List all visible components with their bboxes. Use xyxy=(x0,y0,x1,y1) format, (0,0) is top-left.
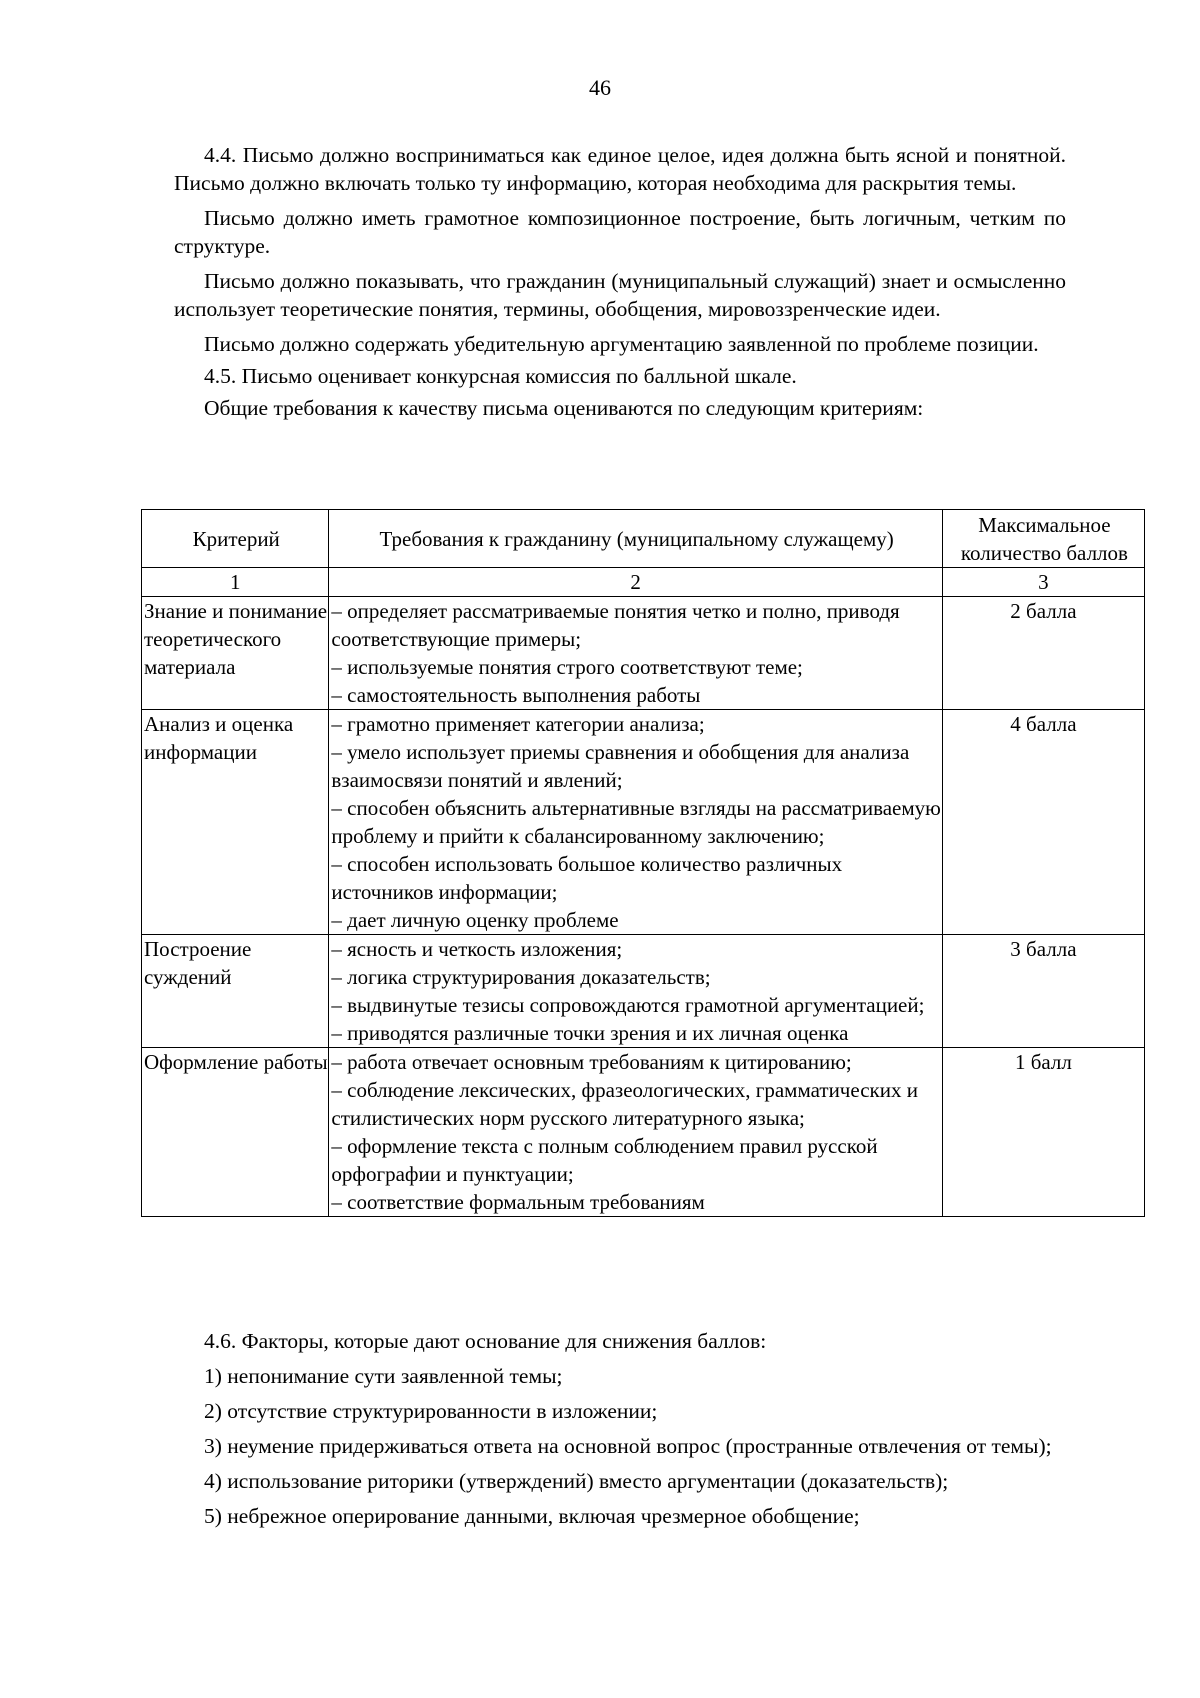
table-row xyxy=(142,1048,1145,1217)
requirement-item: – логика структурирования доказательств; xyxy=(331,965,711,989)
column-number: 1 xyxy=(142,568,329,597)
requirement-item: – способен объяснить альтернативные взгляды на рассматриваемую проблему и прийти к сбалансированному заключению; xyxy=(331,796,941,848)
score-cell: 4 балла xyxy=(942,710,1144,935)
column-number: 2 xyxy=(329,568,942,597)
table-row xyxy=(142,597,1145,710)
requirements-cell xyxy=(329,710,942,935)
paragraph-4-6: 4.6. Факторы, которые дают основание для снижения баллов: xyxy=(204,1329,767,1353)
list-item: 1) непонимание сути заявленной темы; xyxy=(204,1364,563,1388)
score-cell: 3 балла xyxy=(942,935,1144,1048)
list-item: 3) неумение придерживаться ответа на основной вопрос (пространные отвлечения от темы); xyxy=(204,1434,1052,1458)
requirement-item: – приводятся различные точки зрения и их личная оценка xyxy=(331,1021,849,1045)
paragraph-knowledge: Письмо должно показывать, что гражданин (муниципальный служащий) знает и осмысленно использует теоретические понятия, термины, обобщения, мировоззренческие идеи. xyxy=(174,269,1066,321)
paragraph-criteria-intro: Общие требования к качеству письма оцениваются по следующим критериям: xyxy=(204,396,924,420)
criterion-cell: Анализ и оценка информации xyxy=(142,710,329,935)
requirement-item: – ясность и четкость изложения; xyxy=(331,937,623,961)
requirements-cell xyxy=(329,1048,942,1217)
requirement-item: – используемые понятия строго соответствуют теме; xyxy=(331,655,803,679)
intro-text xyxy=(174,141,1066,422)
header-requirements: Требования к гражданину (муниципальному служащему) xyxy=(329,510,942,568)
requirement-item: – дает личную оценку проблеме xyxy=(331,908,619,932)
header-criterion: Критерий xyxy=(142,510,329,568)
requirements-cell xyxy=(329,935,942,1048)
after-table-text xyxy=(174,1327,1066,1530)
page-number: 46 xyxy=(589,75,611,100)
list-item: 2) отсутствие структурированности в изложении; xyxy=(204,1399,658,1423)
requirement-item: – оформление текста с полным соблюдением правил русской орфографии и пунктуации; xyxy=(331,1134,878,1186)
requirement-item: – соответствие формальным требованиям xyxy=(331,1190,705,1214)
criteria-table xyxy=(141,509,1145,1217)
score-cell: 2 балла xyxy=(942,597,1144,710)
paragraph-composition: Письмо должно иметь грамотное композиционное построение, быть логичным, четким по структуре. xyxy=(174,206,1066,258)
requirement-item: – определяет рассматриваемые понятия четко и полно, приводя соответствующие примеры; xyxy=(331,599,900,651)
criterion-cell: Оформление работы xyxy=(142,1048,329,1217)
requirement-item: – умело использует приемы сравнения и обобщения для анализа взаимосвязи понятий и явлений; xyxy=(331,740,910,792)
requirement-item: – работа отвечает основным требованиям к цитированию; xyxy=(331,1050,852,1074)
criterion-cell: Построение суждений xyxy=(142,935,329,1048)
criterion-cell: Знание и понимание теоретического материала xyxy=(142,597,329,710)
paragraph-4-5: 4.5. Письмо оценивает конкурсная комиссия по балльной шкале. xyxy=(204,364,797,388)
paragraph-argumentation: Письмо должно содержать убедительную аргументацию заявленной по проблеме позиции. xyxy=(204,332,1039,356)
table-row xyxy=(142,935,1145,1048)
score-cell: 1 балл xyxy=(942,1048,1144,1217)
requirement-item: – выдвинутые тезисы сопровождаются грамотной аргументацией; xyxy=(331,993,925,1017)
paragraph-4-4: 4.4. Письмо должно восприниматься как единое целое, идея должна быть ясной и понятной. Письмо должно включать только ту информацию, которая необходима для раскрытия темы. xyxy=(174,143,1066,195)
list-item: 5) небрежное оперирование данными, включая чрезмерное обобщение; xyxy=(204,1504,860,1528)
requirement-item: – способен использовать большое количество различных источников информации; xyxy=(331,852,843,904)
list-item: 4) использование риторики (утверждений) вместо аргументации (доказательств); xyxy=(204,1469,949,1493)
header-max-score: Максимальное количество баллов xyxy=(942,510,1144,568)
table-header-row xyxy=(142,510,1145,568)
column-number: 3 xyxy=(942,568,1144,597)
requirement-item: – соблюдение лексических, фразеологических, грамматических и стилистических норм русского литературного языка; xyxy=(331,1078,918,1130)
requirements-cell xyxy=(329,597,942,710)
table-column-numbers xyxy=(142,568,1145,597)
requirement-item: – грамотно применяет категории анализа; xyxy=(331,712,705,736)
requirement-item: – самостоятельность выполнения работы xyxy=(331,683,701,707)
table-row xyxy=(142,710,1145,935)
